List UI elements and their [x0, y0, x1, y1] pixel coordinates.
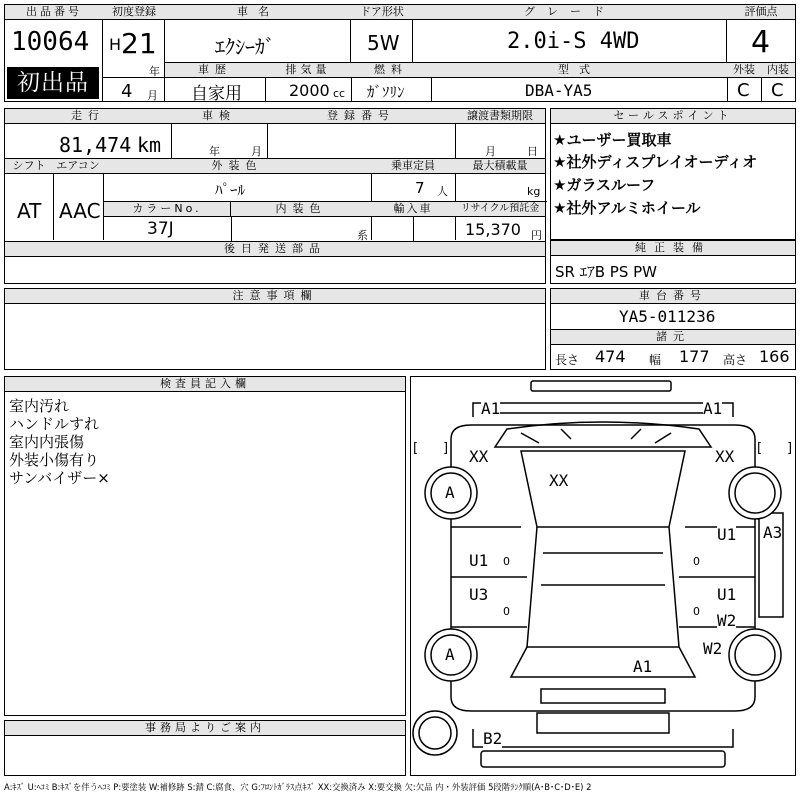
- displacement-unit: cc: [333, 87, 346, 100]
- mark-right-front-door: U1: [717, 525, 737, 544]
- mark-right-side: A3: [763, 523, 783, 542]
- year-unit: 年: [149, 65, 160, 78]
- lot-cell: [5, 5, 103, 101]
- sales-point-4: ★社外アルミホイール: [553, 199, 701, 217]
- length-value: 474: [595, 347, 626, 366]
- transfer-label: 譲渡書類期限: [455, 109, 545, 124]
- exterior-grade-label: 外装: [727, 63, 762, 78]
- score-label: 評価点: [727, 5, 795, 20]
- lot-number: 10064: [11, 27, 90, 57]
- mirror-bracket-left-close: ]: [443, 441, 449, 456]
- inspection-month-unit: 月: [251, 145, 262, 158]
- recycle-value: 15,370: [465, 220, 521, 239]
- load-label: 最大積載量: [455, 159, 545, 174]
- office-label: 事務局よりご案内: [5, 721, 405, 736]
- equipment-value: SR ｴｱB PS PW: [555, 263, 657, 281]
- inspector-line-1: 室内汚れ: [9, 397, 70, 415]
- mileage-value: 81,474: [59, 133, 132, 157]
- aircon-label: エアコン: [53, 159, 104, 174]
- capacity-value: 7: [415, 179, 425, 197]
- recycle-unit: 円: [531, 229, 542, 242]
- capacity-label: 乗車定員: [371, 159, 456, 174]
- mark-rear-left-wheel: A: [445, 645, 455, 664]
- specs-label: 諸元: [551, 329, 795, 345]
- handle-left-rear: 0: [503, 605, 510, 618]
- equipment-label: 純正装備: [551, 241, 795, 256]
- legend-text: A:ｷｽﾞ U:ﾍｺﾐ B:ｷｽﾞを伴うﾍｺﾐ P:要塗装 W:補修跡 S:錆 C:腐食、穴 G:ﾌﾛﾝﾄｶﾞﾗｽ点ｷｽﾞ XX:交換済み X:要交換 欠:欠品 内・外装評価 5段階ﾗﾝｸ順(A･B･C･D･E) 2: [4, 782, 592, 792]
- sales-point-2: ★社外ディスプレイオーディオ: [553, 153, 758, 171]
- mark-left-front-door: U1: [469, 551, 489, 570]
- mirror-bracket-left-open: [: [413, 441, 419, 456]
- length-label: 長さ: [555, 353, 580, 367]
- model-label: 型式: [431, 63, 728, 78]
- month-unit: 月: [147, 89, 158, 102]
- handle-right-rear: 0: [693, 605, 700, 618]
- grade-label: グレード: [413, 5, 727, 20]
- score-value: 4: [751, 25, 771, 60]
- door-cell: [351, 5, 413, 63]
- width-value: 177: [679, 347, 710, 366]
- interior-color-unit: 系: [357, 229, 368, 242]
- mark-front-left-wheel: A: [445, 483, 455, 502]
- exterior-grade-value: C: [737, 80, 750, 101]
- history-value: 自家用: [191, 84, 242, 104]
- import-label: 輸入車: [371, 202, 456, 217]
- load-unit: kg: [527, 185, 541, 198]
- car-outline-diagram: [411, 377, 795, 775]
- transfer-day-unit: 日: [527, 145, 538, 158]
- capacity-unit: 人: [437, 185, 448, 198]
- inspector-line-3: 室内内張傷: [9, 433, 85, 451]
- later-parts-label: 後日発送部品: [5, 242, 545, 257]
- damage-diagram: [410, 376, 796, 776]
- chassis-value: YA5-011236: [619, 307, 716, 326]
- aircon-value: AAC: [59, 199, 101, 223]
- inspector-line-2: ハンドルすれ: [9, 415, 100, 433]
- mirror-bracket-right-close: ]: [787, 441, 793, 456]
- notes-label: 注意事項欄: [5, 289, 545, 304]
- notes-box: [4, 288, 546, 370]
- grade-value: 2.0i-S 4WD: [507, 29, 640, 54]
- interior-grade-label: 内装: [761, 63, 795, 78]
- shift-label: シフト: [5, 159, 54, 174]
- header-table: [4, 4, 796, 102]
- car-name-value: ｴｸｼｰｶﾞ: [215, 35, 275, 59]
- mirror-bracket-right-open: [: [757, 441, 763, 456]
- inspector-label: 検査員記入欄: [5, 377, 405, 392]
- office-box: [4, 720, 406, 776]
- handle-right-front: 0: [693, 555, 700, 568]
- first-listing-badge: 初出品: [7, 67, 99, 99]
- transfer-month-unit: 月: [485, 145, 496, 158]
- model-value: DBA-YA5: [525, 81, 593, 100]
- era: H: [109, 35, 122, 54]
- fuel-label: 燃料: [351, 63, 432, 78]
- shift-value: AT: [17, 199, 42, 223]
- sales-points-box: [550, 108, 796, 240]
- handle-left-front: 0: [503, 555, 510, 568]
- mark-front-right-fender: XX: [715, 447, 735, 466]
- door-value: 5W: [367, 31, 400, 55]
- color-no-value: 37J: [147, 219, 174, 239]
- interior-grade-value: C: [771, 80, 784, 101]
- history-label: 車歴: [165, 63, 266, 78]
- car-name-cell: [165, 5, 351, 63]
- displacement-label: 排気量: [265, 63, 352, 78]
- mark-right-rear-panel-1: W2: [717, 611, 737, 630]
- first-reg-month: 4: [121, 81, 133, 102]
- grade-cell: [413, 5, 727, 63]
- mark-rear-bumper: B2: [483, 729, 503, 748]
- width-label: 幅: [649, 353, 662, 367]
- mark-front-right-bumper: A1: [703, 399, 723, 418]
- door-label: ドア形状: [351, 5, 413, 20]
- first-reg-year: 21: [121, 27, 157, 60]
- recycle-label: リサイクル預託金: [455, 202, 545, 217]
- equipment-box: [550, 240, 796, 284]
- interior-color-label: 内装色: [231, 202, 372, 217]
- mark-front-left-fender: XX: [469, 447, 489, 466]
- first-reg-label: 初度登録: [103, 5, 165, 20]
- first-reg-cell: [103, 5, 165, 101]
- sales-points-label: セールスポイント: [551, 109, 795, 124]
- color-label: 外装色: [103, 159, 372, 174]
- mileage-label: 走行: [5, 109, 172, 124]
- score-cell: [727, 5, 795, 63]
- inspector-line-4: 外装小傷有り: [9, 451, 100, 469]
- vehicle-info-table: [4, 108, 546, 284]
- lot-label: 出品番号: [5, 5, 103, 20]
- mark-front-left-bumper: A1: [481, 399, 501, 418]
- inspection-label: 車検: [171, 109, 268, 124]
- sales-point-1: ★ユーザー買取車: [553, 131, 672, 149]
- mark-hood: XX: [549, 471, 569, 490]
- mark-left-rear-door: U3: [469, 585, 489, 604]
- registration-label: 登録番号: [267, 109, 456, 124]
- displacement-value: 2000: [289, 81, 330, 100]
- mark-rear-gate: A1: [633, 657, 653, 676]
- color-no-label: カラーNo.: [104, 202, 231, 217]
- mileage-unit: km: [137, 133, 162, 157]
- height-value: 166: [759, 347, 790, 366]
- height-label: 高さ: [723, 353, 748, 367]
- inspection-year-unit: 年: [209, 145, 220, 158]
- fuel-value: ｶﾞｿﾘﾝ: [367, 83, 405, 101]
- inspector-line-5: サンバイザー×: [9, 469, 110, 487]
- chassis-label: 車台番号: [551, 289, 795, 304]
- car-name-label: 車名: [165, 5, 351, 20]
- inspector-box: [4, 376, 406, 716]
- color-value: ﾊﾟｰﾙ: [215, 181, 246, 199]
- sales-point-3: ★ガラスルーフ: [553, 176, 656, 194]
- mark-right-rear-door: U1: [717, 585, 737, 604]
- mark-right-rear-panel-2: W2: [703, 639, 723, 658]
- chassis-box: [550, 288, 796, 370]
